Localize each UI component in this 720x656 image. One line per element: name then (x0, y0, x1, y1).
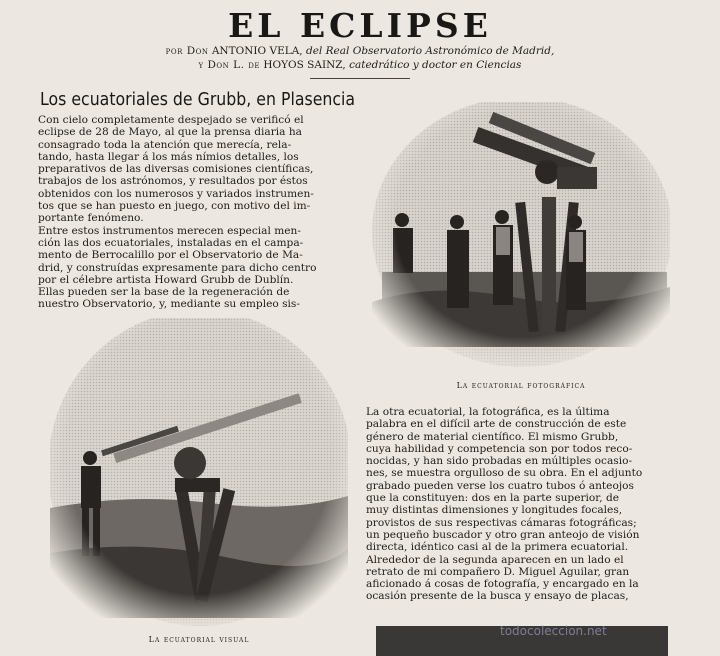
title-divider (310, 78, 410, 79)
text-line: tos que se han puesto en juego, con motivo del im- (38, 200, 311, 213)
text-line: aficionado á cosas de fotografía, y encargado en la (366, 578, 639, 591)
text-line: directa, idéntico casi al de la primera ecuatorial. (366, 541, 629, 554)
text-line: grabado pueden verse los cuatro tubos ó anteojos (366, 479, 634, 492)
byline-line-1 (60, 45, 660, 58)
text-line: cuya habilidad y competencia son por todos reco- (366, 442, 633, 455)
watermark-text: todocoleccion.net (500, 624, 607, 638)
text-line: drid, y construídas expresamente para dicho centro (38, 261, 317, 274)
text-line: un pequeño buscador y otro gran anteojo de visión (366, 528, 640, 541)
text-line: Entre estos instrumentos merecen especial men- (38, 224, 301, 237)
text-line: Con cielo completamente despejado se verificó el (38, 114, 304, 126)
text-line: preparativos de las diversas comisiones científicas, (38, 163, 314, 176)
photo-ecuatorial-visual (50, 318, 348, 626)
byline-line-2 (60, 59, 660, 72)
text-line: nuestro Observatorio, y, mediante su empleo sis- (38, 298, 300, 311)
byline-prefix-1: por Don (165, 45, 209, 57)
photo-ecuatorial-fotografica (372, 102, 670, 372)
text-line: ocasión presente de la busca y ensayo de placas, (366, 590, 629, 603)
text-line: eclipse de 28 de Mayo, al que la prensa diaria ha (38, 126, 302, 139)
text-line: por el célebre artista Howard Grubb de Dublín. (38, 273, 294, 286)
text-line: que la constituyen: dos en la parte superior, de (366, 492, 619, 505)
text-line: provistos de sus respectivas cámaras fotográficas; (366, 516, 637, 529)
text-line: La otra ecuatorial, la fotográfica, es la última (366, 406, 610, 418)
text-line: tando, hasta llegar á los más nímios detalles, los (38, 150, 299, 163)
caption-ecuatorial-visual: La ecuatorial visual (148, 635, 250, 644)
text-line: nes, se muestra orgulloso de su obra. En el adjunto (366, 467, 643, 480)
text-line: mento de Berrocalillo por el Observatorio de Ma- (38, 249, 303, 262)
text-line: retrato de mi compañero D. Miguel Aguilar, gran (366, 565, 630, 578)
author-affiliation-1: del Real Observatorio Astronómico de Madrid, (306, 45, 555, 57)
author-affiliation-2: catedrático y doctor en Ciencias (349, 59, 522, 71)
text-line: Alrededor de la segunda aparecen en un lado el (366, 553, 624, 566)
text-line: género de material científico. El mismo Grubb, (366, 430, 619, 443)
author-name-2: HOYOS SAINZ, (263, 59, 346, 71)
author-name-1: ANTONIO VELA, (211, 45, 303, 57)
text-line: nocidas, y han sido probadas en múltiples ocasio- (366, 455, 633, 468)
caption-ecuatorial-fotografica: La ecuatorial fotográfica (456, 381, 586, 390)
text-line: obtenidos con los numerosos y variados instrumen- (38, 187, 314, 200)
text-line: consagrado toda la atención que merecía, rela- (38, 138, 292, 151)
text-line: ción las dos ecuatoriales, instaladas en el campa- (38, 236, 304, 249)
text-line: Ellas pueden ser la base de la regeneración de (38, 286, 290, 299)
page-title: EL ECLIPSE (228, 6, 492, 45)
left-text-column (38, 114, 350, 311)
text-line: trabajos de los astrónomos, y resultados por éstos (38, 175, 308, 188)
byline-prefix-2: y Don L. de (198, 59, 260, 71)
right-text-column (366, 406, 680, 603)
article-heading: Los ecuatoriales de Grubb, en Plasencia (40, 90, 356, 110)
text-line: portante fenómeno. (38, 212, 144, 225)
text-line: muy distintas dimensiones y longitudes focales, (366, 504, 623, 517)
text-line: palabra en el difícil arte de construcción de este (366, 418, 627, 431)
